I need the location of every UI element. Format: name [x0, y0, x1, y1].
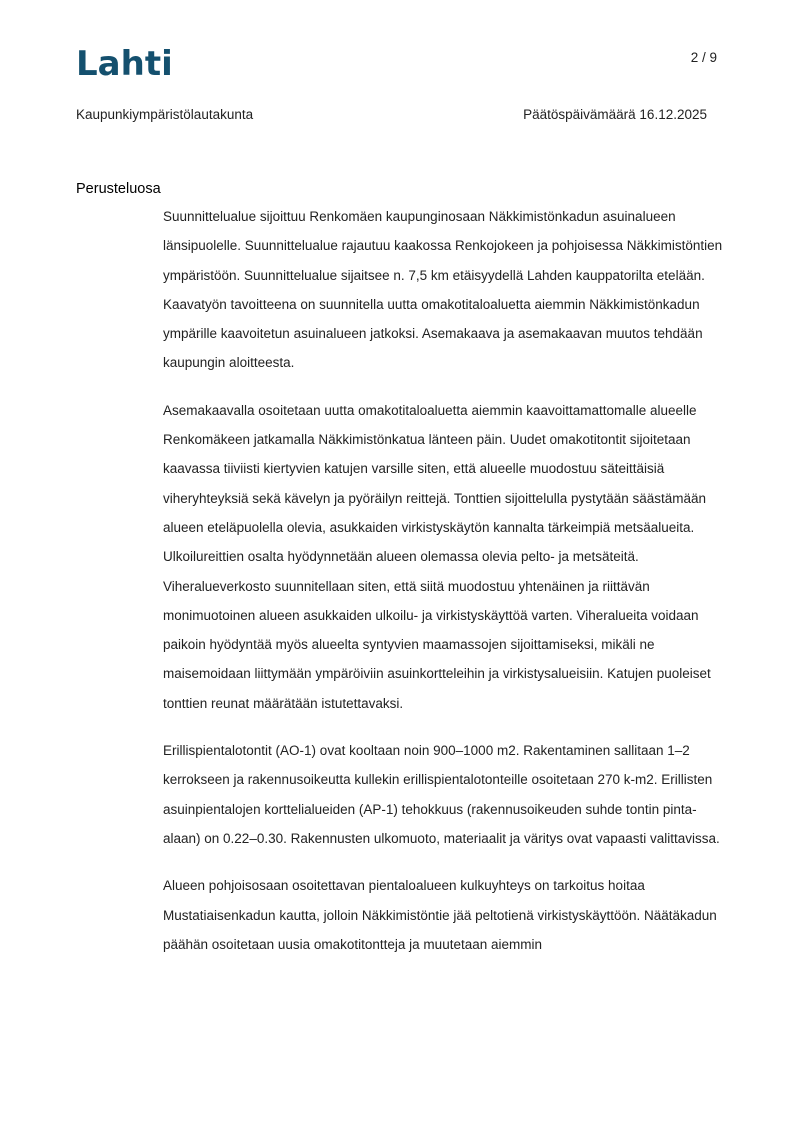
lahti-logo: Lahti — [76, 44, 173, 84]
section-title: Perusteluosa — [76, 181, 161, 197]
paragraph: Asemakaavalla osoitetaan uutta omakotitaloaluetta aiemmin kaavoittamattomalle alueelle Renkomäkeen jatkamalla Näkkimistönkatua länteen päin. Uudet omakotitontit sijoitetaan kaavassa tiiviisti kiertyvien katujen varsille siten, että alueelle muodostuu säteittäisiä viheryhteyksiä sekä kävelyn ja pyöräilyn reittejä. Tonttien sijoittelulla pystytään säästämään alueen eteläpuolella olevia, asukkaiden virkistyskäytön kannalta tärkeimpiä metsäalueita. Ulkoilureittien osalta hyödynnetään alueen olemassa olevia pelto- ja metsäteitä. Viheralueverkosto suunnitellaan siten, että siitä muodostuu yhtenäinen ja riittävän monimuotoinen alueen asukkaiden ulkoilu- ja virkistyskäyttöä varten. Viheralueita voidaan paikoin hyödyntää myös alueelta syntyvien maamassojen sijoittamiseksi, mikäli ne maisemoidaan liittymään ympäröiviin asuinkortteleihin ja virkistysalueisiin. Katujen puoleiset tonttien reunat määrätään istutettavaksi. — [163, 402, 711, 711]
decision-date: Päätöspäivämäärä 16.12.2025 — [523, 107, 707, 122]
paragraph: Alueen pohjoisosaan osoitettavan pientaloalueen kulkuyhteys on tarkoitus hoitaa Mustatiaisenkadun kautta, jolloin Näkkimistöntie jää peltotienä virkistyskäyttöön. Näätäkadun päähän osoitetaan uusia omakotitontteja ja muutetaan aiemmin — [163, 878, 717, 952]
page-number: 2 / 9 — [690, 50, 717, 65]
organization-name: Kaupunkiympäristölautakunta — [76, 107, 254, 122]
paragraph: Suunnittelualue sijoittuu Renkomäen kaupunginosaan Näkkimistönkadun asuinalueen länsipuolelle. Suunnittelualue rajautuu kaakossa Renkojokeen ja pohjoisessa Näkkimistöntien ympäristöön. Suunnittelualue sijaitsee n. 7,5 km etäisyydellä Lahden kauppatorilta etelään. Kaavatyön tavoitteena on suunnitella uutta omakotitaloaluetta aiemmin Näkkimistönkadun ympärille kaavoitetun asuinalueen jatkoksi. Asemakaava ja asemakaavan muutos tehdään kaupungin aloitteesta. — [163, 209, 723, 371]
paragraph: Erillispientalotontit (AO-1) ovat kooltaan noin 900–1000 m2. Rakentaminen sallitaan 1–2 kerrokseen ja rakennusoikeutta kullekin erillispientalotonteille osoitetaan 270 k-m2. Erillisten asuinpientalojen korttelialueiden (AP-1) tehokkuus (rakennusoikeuden suhde tontin pinta-alaan) on 0.22–0.30. Rakennusten ulkomuoto, materiaalit ja väritys ovat vapaasti valittavissa. — [163, 743, 720, 846]
section-body — [163, 202, 723, 977]
